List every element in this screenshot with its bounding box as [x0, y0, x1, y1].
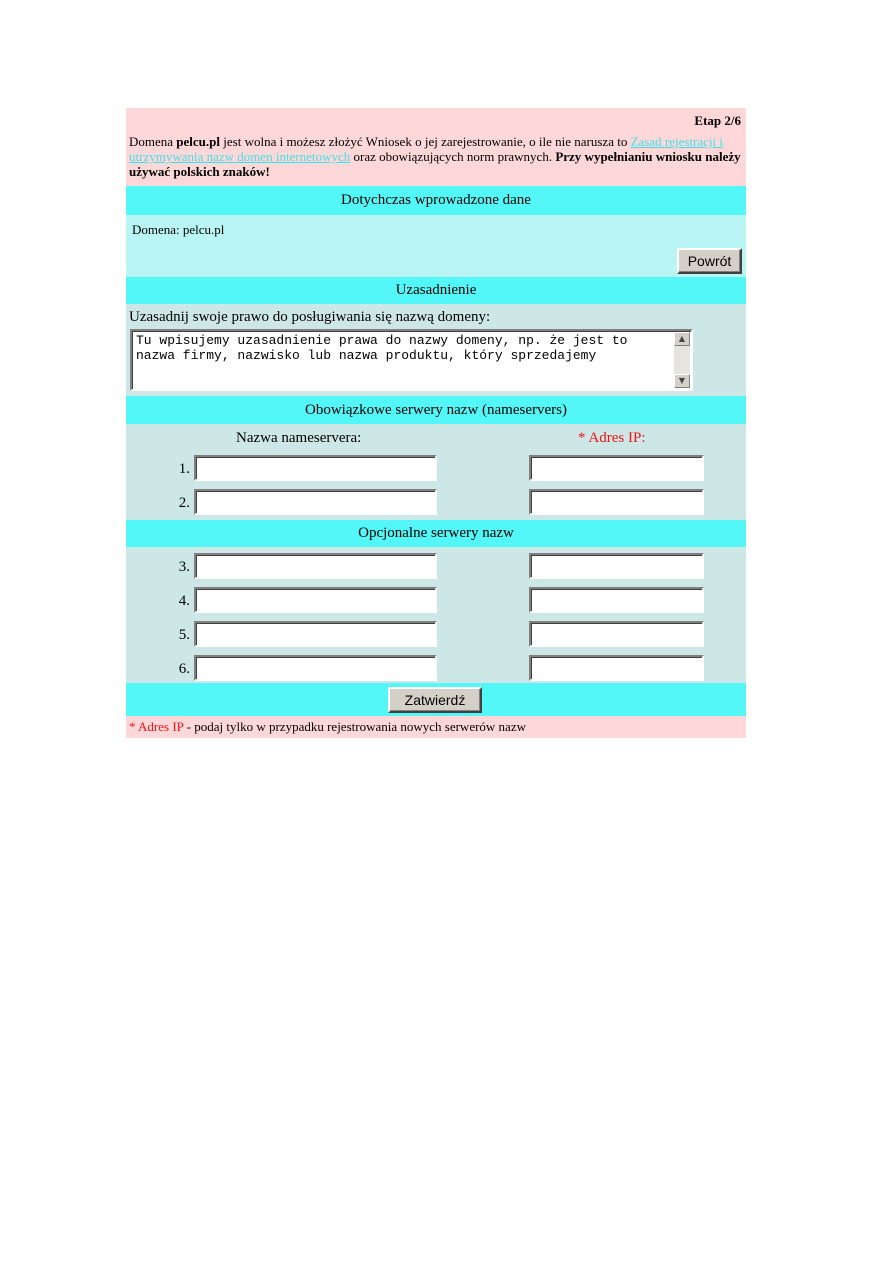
row-number: 3.	[178, 559, 190, 575]
justification-text: Tu wpisujemy uzasadnienie prawa do nazwy domeny, np. że jest to nazwa firmy, nazwisko lub nazwa produktu, który sprzedajemy	[136, 333, 636, 363]
optional-nameservers-panel	[126, 547, 746, 683]
intro-domain: pelcu.pl	[176, 134, 221, 149]
intro-polish-chars-note: Przy wypełnianiu wniosku należy używać polskich znaków!	[129, 149, 741, 179]
mandatory-nameservers-panel	[126, 424, 746, 520]
scroll-down-arrow-icon[interactable]: ▼	[674, 374, 690, 388]
row-number: 6.	[178, 661, 190, 677]
submit-button[interactable]: Zatwierdź	[388, 687, 482, 713]
nameserver-5-ip-input[interactable]	[529, 621, 704, 647]
nameserver-6-name-input[interactable]	[194, 655, 437, 681]
justification-textarea[interactable]	[130, 329, 693, 391]
back-button[interactable]: Powrót	[677, 248, 742, 274]
nameserver-row-4	[126, 587, 746, 613]
footnote	[126, 716, 746, 738]
textarea-scrollbar[interactable]	[674, 332, 690, 388]
rules-link[interactable]: Zasad rejestracji i utrzymywania nazw domen internetowych	[129, 134, 723, 164]
scroll-up-arrow-icon[interactable]: ▲	[674, 332, 690, 346]
nameserver-row-5	[126, 621, 746, 647]
nameserver-1-name-input[interactable]	[194, 455, 437, 481]
footnote-text: - podaj tylko w przypadku rejestrowania nowych serwerów nazw	[183, 719, 526, 734]
intro-text-2: jest wolna i możesz złożyć Wniosek o jej zarejestrowanie, o ile nie narusza to	[220, 134, 631, 149]
intro-text	[126, 134, 746, 186]
justification-label: Uzasadnij swoje prawo do posługiwania się nazwą domeny:	[129, 309, 491, 325]
intro-text-1: Domena	[129, 134, 177, 149]
section-title-justification: Uzasadnienie	[126, 277, 746, 304]
nameserver-row-6	[126, 655, 746, 681]
row-number: 2.	[178, 495, 190, 511]
domain-registration-form	[126, 108, 746, 738]
nameserver-row-2	[126, 489, 746, 515]
justification-panel	[126, 304, 746, 396]
nameserver-3-ip-input[interactable]	[529, 553, 704, 579]
nameserver-4-name-input[interactable]	[194, 587, 437, 613]
section-title-optional-nameservers: Opcjonalne serwery nazw	[126, 520, 746, 547]
step-indicator: Etap 2/6	[126, 108, 746, 134]
row-number: 4.	[178, 593, 190, 609]
entered-domain: Domena: pelcu.pl	[132, 222, 225, 237]
row-number: 5.	[178, 627, 190, 643]
nameserver-5-name-input[interactable]	[194, 621, 437, 647]
nameserver-name-header: Nazwa nameservera:	[236, 430, 362, 446]
section-title-entered-data: Dotychczas wprowadzone dane	[126, 186, 746, 215]
intro-text-3: oraz obowiązujących norm prawnych.	[350, 149, 556, 164]
nameserver-4-ip-input[interactable]	[529, 587, 704, 613]
nameserver-2-ip-input[interactable]	[529, 489, 704, 515]
nameserver-row-3	[126, 553, 746, 579]
nameserver-3-name-input[interactable]	[194, 553, 437, 579]
submit-bar	[126, 683, 746, 716]
nameserver-row-1	[126, 455, 746, 481]
nameserver-1-ip-input[interactable]	[529, 455, 704, 481]
ip-address-header: * Adres IP:	[578, 430, 646, 446]
row-number: 1.	[178, 461, 190, 477]
entered-data-panel	[126, 215, 746, 277]
footnote-star: * Adres IP	[129, 719, 184, 734]
nameserver-2-name-input[interactable]	[194, 489, 437, 515]
nameserver-6-ip-input[interactable]	[529, 655, 704, 681]
section-title-mandatory-nameservers: Obowiązkowe serwery nazw (nameservers)	[126, 396, 746, 424]
